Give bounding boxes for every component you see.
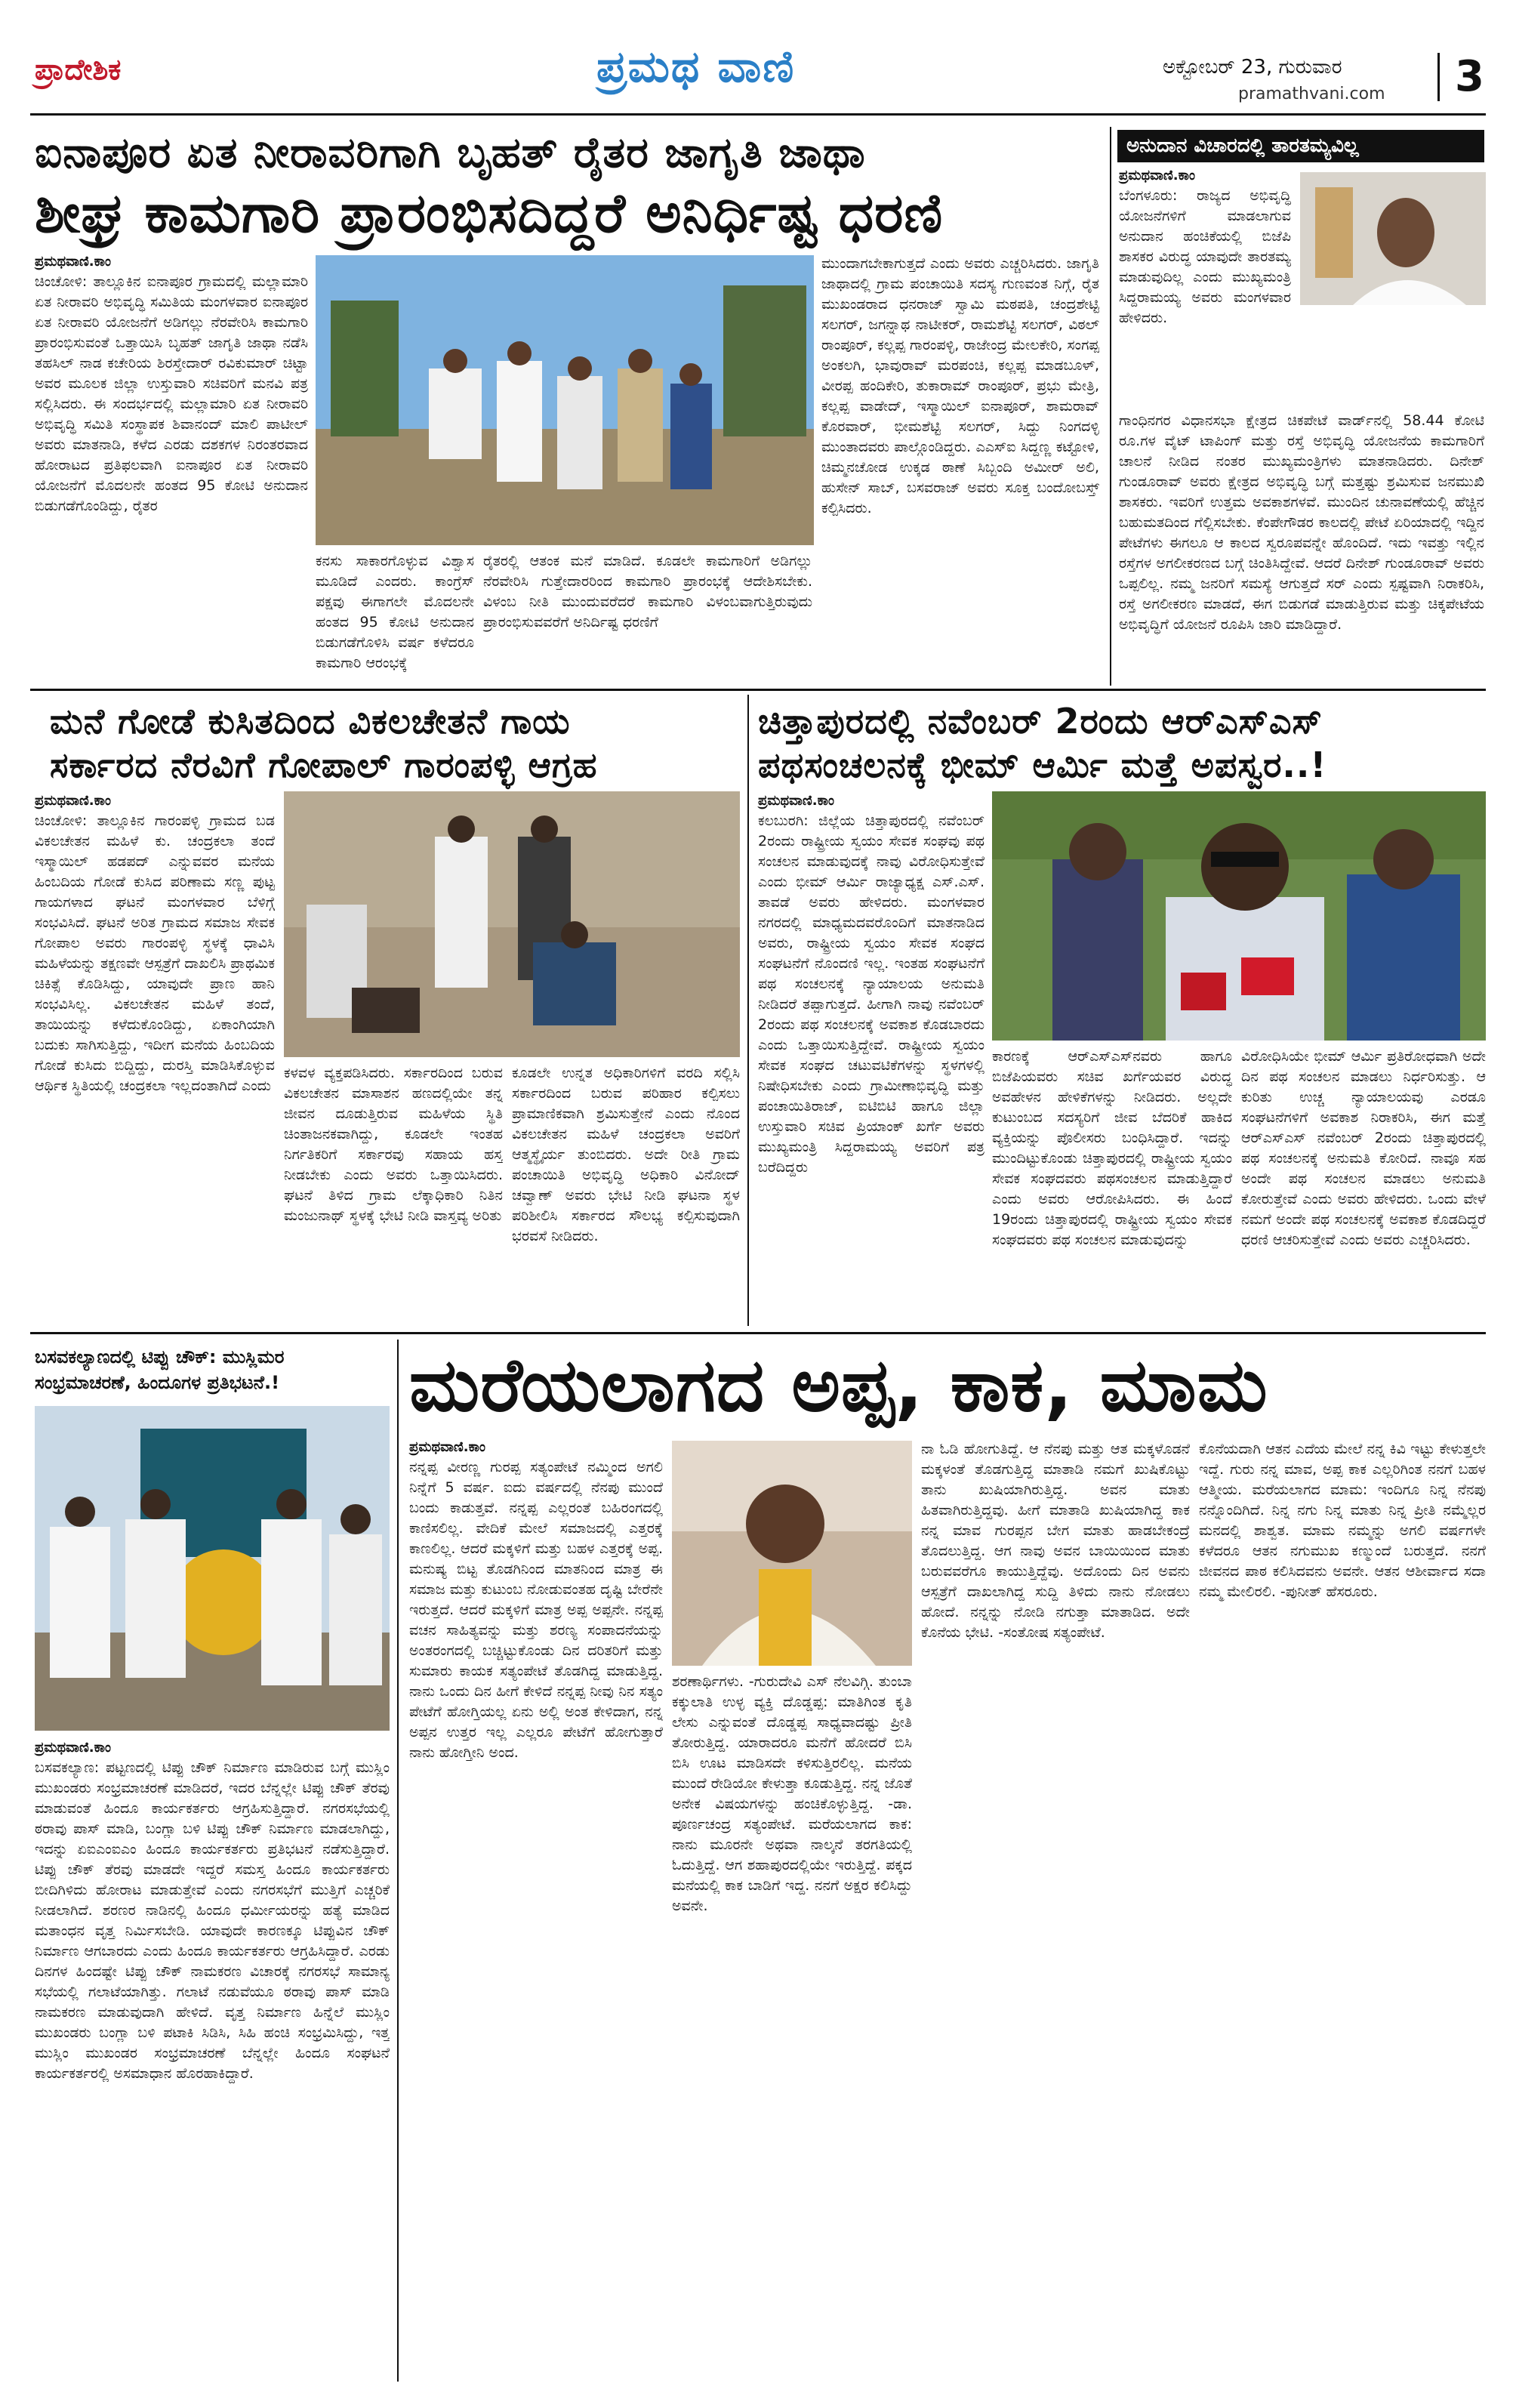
cm-portrait-photo (1300, 172, 1486, 305)
issue-date: ಅಕ್ಟೋಬರ್ 23, ಗುರುವಾರ (1163, 56, 1342, 79)
story1-col1: ಚಿಂಚೋಳಿ: ತಾಲ್ಲೂಕಿನ ಐನಾಪೂರ ಗ್ರಾಮದಲ್ಲಿ ಮಲ್ಲಾಮಾರಿ ಏತ ನೀರಾವರಿ ಅಭಿವೃದ್ಧಿ ಸಮಿತಿಯ ಮಂಗಳವಾರ ಐನಾಪೂರ ಏತ ನೀರಾವರಿ ಯೋಜನೆಗೆ ಅಡಿಗಲ್ಲು ನೆರವೇರಿಸಿ ಕಾಮಗಾರಿ ಪ್ರಾರಂಭಿಸುವಂತೆ ಒತ್ತಾಯಿಸಿ ಬೃಹತ್ ಜಾಗೃತಿ ಜಾಥಾ ನಡೆಸಿ ತಹಸಿಲ್ ನಾಡ ಕಚೇರಿಯ ಶಿರಸ್ತೇದಾರ್ ರವಿಕುಮಾರ್ ಚಿಟ್ಟಾ ಅವರ ಮೂಲಕ ಜಿಲ್ಲಾ ಉಸ್ತುವಾರಿ ಸಚಿವರಿಗೆ ಮನವಿ ಪತ್ರ ಸಲ್ಲಿಸಿದರು. ಈ ಸಂದರ್ಭದಲ್ಲಿ ಮಲ್ಲಾಮಾರಿ ಏತ ನೀರಾವರಿ ಅಭಿವೃದ್ಧಿ ಸಮಿತಿ ಸಂಸ್ಥಾಪಕ ಶಿವಾನಂದ್ ಮಾಲಿ ಪಾಟೀಲ್ ಅವರು ಮಾತನಾಡಿ, ಕಳೆದ ಎರಡು ದಶಕಗಳ ನಿರಂತರವಾದ ಹೋರಾಟದ ಪ್ರತಿಫಲವಾಗಿ ಐನಾಪೂರ ಏತ ನೀರಾವರಿ ಯೋಜನೆಗೆ ಮೊದಲನೇ ಹಂತದ 95 ಕೋಟಿ ಅನುದಾನ ಬಿಡುಗಡೆಗೊಂಡಿದ್ದು, ರೈತರ (35, 273, 308, 514)
story3-dateline: ಪ್ರಮಥವಾಣಿ.ಕಾಂ (35, 793, 111, 809)
house-wall-photo (284, 791, 740, 1057)
masthead-rule (30, 113, 1486, 116)
story4-headline2: ಪಥಸಂಚಲನಕ್ಕೆ ಭೀಮ್ ಆರ್ಮಿ ಮತ್ತೆ ಅಪಸ್ವರ..! (758, 745, 1327, 785)
column-divider-3 (397, 1340, 399, 2382)
story3-col3: ಕೂಡಲೇ ಉನ್ನತ ಅಧಿಕಾರಿಗಳಿಗೆ ವರದಿ ಸಲ್ಲಿಸಿ ಸರ್ಕಾರದಿಂದ ಬರುವ ಪರಿಹಾರ ಕಲ್ಪಿಸಲು ಪ್ರಾಮಾಣಿಕವಾಗಿ ಶ್ರಮಿಸುತ್ತೇನೆ ಎಂದು ನೊಂದ ವಿಕಲಚೇತನ ಮಹಿಳೆ ಚಂದ್ರಕಲಾ ಅವರಿಗೆ ಆತ್ಮಸ್ಥೈರ್ಯ ತುಂಬಿದರು. ಅದೇ ರೀತಿ ಗ್ರಾಮ ಪಂಚಾಯಿತಿ ಅಭಿವೃದ್ಧಿ ಅಧಿಕಾರಿ ವಿನೋದ್ ಚವ್ವಾಣ್ ಅವರು ಭೇಟಿ ನೀಡಿ ಘಟನಾ ಸ್ಥಳ ಪರಿಶೀಲಿಸಿ ಸರ್ಕಾರದ ಸೌಲಭ್ಯ ಕಲ್ಪಿಸುವುದಾಗಿ ಭರವಸೆ ನೀಡಿದರು. (512, 1065, 740, 1244)
tippu-chowk-photo (35, 1406, 390, 1731)
story5-headline2: ಸಂಭ್ರಮಾಚರಣೆ, ಹಿಂದೂಗಳ ಪ್ರತಿಭಟನೆ.! (35, 1372, 280, 1393)
column-divider (1110, 127, 1111, 686)
story2-headline: ಅನುದಾನ ವಿಚಾರದಲ್ಲಿ ತಾರತಮ್ಯವಿಲ್ಲ (1117, 130, 1484, 162)
story1-col4: ಮುಂದಾಗಬೇಕಾಗುತ್ತದೆ ಎಂದು ಅವರು ಎಚ್ಚರಿಸಿದರು. ಜಾಗೃತಿ ಜಾಥಾದಲ್ಲಿ ಗ್ರಾಮ ಪಂಚಾಯಿತಿ ಸದಸ್ಯ ಗುಣವಂತ ನಿಗ್ಗೆ, ರೈತ ಮುಖಂಡರಾದ ಧನರಾಜ್ ಸ್ವಾಮಿ ಮಠಪತಿ, ಚಂದ್ರಶೇಟ್ಟಿ ಸಲಗರ್, ಜಗನ್ನಾಥ ನಾಟೀಕರ್, ರಾಮಶೆಟ್ಟಿ ಸಲಗರ್, ವಿಠಲ್ ರಾಂಪೂರ್, ಕಲ್ಲಪ್ಪ ಗಾರಂಪಳ್ಳಿ, ರಾಜೇಂದ್ರ ಮೇಲಕೇರಿ, ಸಂಗಪ್ಪ ಅಂಕಲಗಿ, ಭಾವುರಾವ್ ಮರಪಂಚಿ, ಕಲ್ಲಪ್ಪ ಮಾಡಬೂಳ್, ವೀರಪ್ಪ ಹಂದಿಕೇರಿ, ತುಕಾರಾಮ್ ರಾಂಪೂರ್, ಪ್ರಭು ಮೇತ್ರಿ, ಕಲ್ಲಪ್ಪ ವಾಡೇದ್, ಇಸ್ಮಾಯಿಲ್ ಐನಾಪೂರ್, ಶಾಮರಾವ್ ಕೊರವಾರ್, ಭೀಮಶೆಟ್ಟಿ ಸಲಗರ್, ಸಿದ್ದು ನಿಂಗದಳ್ಳಿ ಮುಂತಾದವರು ಪಾಲ್ಗೊಂಡಿದ್ದರು. ಎಎಸ್ಐ ಸಿದ್ದಣ್ಣ ಕಟ್ಟೋಳಿ, ಚಿಮ್ಮನಚೋಡ ಉಕ್ಕಡ ಠಾಣೆ ಸಿಬ್ಬಂದಿ ಅಮೀರ್ ಅಲಿ, ಹುಸೇನ್ ಸಾಬ್, ಬಸವರಾಜ್ ಅವರು ಸೂಕ್ತ ಬಂದೋಬಸ್ತ್ ಕಲ್ಪಿಸಿದರು. (821, 255, 1099, 516)
story2-body: ಗಾಂಧಿನಗರ ವಿಧಾನಸಭಾ ಕ್ಷೇತ್ರದ ಚಿಕಪೇಟೆ ವಾರ್ಡ್‌ನಲ್ಲಿ 58.44 ಕೋಟಿ ರೂ.ಗಳ ವೈಟ್ ಟಾಪಿಂಗ್ ಮತ್ತು ರಸ್ತೆ ಅಭಿವೃದ್ಧಿ ಯೋಜನೆಯ ಕಾಮಗಾರಿಗೆ ಚಾಲನೆ ನೀಡಿದ ನಂತರ ಮುಖ್ಯಮಂತ್ರಿಗಳು ಮಾತನಾಡಿದರು. ದಿನೇಶ್ ಗುಂಡೂರಾವ್ ಅವರು ಕ್ಷೇತ್ರದ ಅಭಿವೃದ್ಧಿ ಬಗ್ಗೆ ಮತ್ತಷ್ಟು ಶ್ರಮಿಸುವ ಜನಮುಖಿ ಶಾಸಕರು. ಇವರಿಗೆ ಉತ್ತಮ ಅವಕಾಶಗಳವೆ. ಮುಂದಿನ ಚುನಾವಣೆಯಲ್ಲಿ ಹೆಚ್ಚಿನ ಬಹುಮತದಿಂದ ಗೆಲ್ಲಿಸಬೇಕು. ಕೆಂಪೇಗೌಡರ ಕಾಲದಲ್ಲಿ ಪೇಟೆ ಏರಿಯಾದಲ್ಲಿ ಇದ್ದಿನ ಪೇಟೆಗಳು ಈಗಲೂ ಆ ಕಾಲದ ಸ್ವರೂಪವನ್ನೇ ಹೊಂದಿದೆ. ಇದು ಇವತ್ತು ಇಲ್ಲಿನ ರಸ್ತೆಗಳ ಅಗಲೀಕರಣದ ಬಗ್ಗೆ ಚಿಂತಿಸಿದ್ದೇವೆ. ಆದರೆ ದಿನೇಶ್ ಗುಂಡೂರಾವ್ ಅವರು ಒಪ್ಪಲಿಲ್ಲ. ನಮ್ಮ ಜನರಿಗೆ ಸಮಸ್ಯೆ ಆಗುತ್ತದೆ ಸರ್ ಎಂದು ಸ್ಪಷ್ಟವಾಗಿ ನಿರಾಕರಿಸಿ, ರಸ್ತೆ ಅಗಲೀಕರಣ ಮಾಡದೆ, ಈಗ ಬಿಡುಗಡೆ ಮಾಡುತ್ತಿರುವ ಮತ್ತು ಚಿಕ್ಕಪೇಟೆಯ ಅಭಿವೃದ್ಧಿಗೆ ಯೋಜನೆ ರೂಪಿಸಿ ಜಾರಿ ಮಾಡಿದ್ದಾರೆ. (1119, 412, 1484, 633)
story4-col2: ಕಾರಣಕ್ಕೆ ಆರ್‌ಎಸ್‌ಎಸ್‌ನವರು ಹಾಗೂ ಬಿಜೆಪಿಯವರು ಸಚಿವ ಖರ್ಗೆಯವರ ವಿರುದ್ಧ ಅವಹೇಳನ ಹೇಳಿಕೆಗಳನ್ನು ನೀಡಿದರು. ಅಲ್ಲದೇ ಕುಟುಂಬದ ಸದಸ್ಯರಿಗೆ ಜೀವ ಬೆದರಿಕೆ ಹಾಕಿದ ವ್ಯಕ್ತಿಯನ್ನು ಪೊಲೀಸರು ಬಂಧಿಸಿದ್ದಾರೆ. ಇದನ್ನು ಮುಂದಿಟ್ಟುಕೊಂಡು ಚಿತ್ತಾಪುರದಲ್ಲಿ ರಾಷ್ಟ್ರೀಯ ಸ್ವಯಂ ಸೇವಕ ಸಂಘದವರು ಪಥಸಂಚಲನ ಮಾಡುತ್ತಿದ್ದಾರೆ ಎಂದು ಅವರು ಆರೋಪಿಸಿದರು. ಈ ಹಿಂದೆ 19ರಂದು ಚಿತ್ತಾಪುರದಲ್ಲಿ ರಾಷ್ಟ್ರೀಯ ಸ್ವಯಂ ಸೇವಕ ಸಂಘದವರು ಪಥ ಸಂಚಲನ ಮಾಡುವುದನ್ನು (992, 1048, 1232, 1248)
story3-col1: ಚಿಂಚೋಳಿ: ತಾಲ್ಲೂಕಿನ ಗಾರಂಪಳ್ಳಿ ಗ್ರಾಮದ ಬಡ ವಿಕಲಚೇತನ ಮಹಿಳೆ ಕು. ಚಂದ್ರಕಲಾ ತಂದೆ ಇಸ್ಮಾಯಿಲ್ ಹಡಪದ್ ಎನ್ನುವವರ ಮನೆಯ ಹಿಂಬದಿಯ ಗೋಡೆ ಕುಸಿದ ಪರಿಣಾಮ ಸಣ್ಣ ಪುಟ್ಟ ಗಾಯಗಳಾದ ಘಟನೆ ಮಂಗಳವಾರ ಬೆಳಿಗ್ಗೆ ಸಂಭವಿಸಿದೆ. ಘಟನೆ ಅರಿತ ಗ್ರಾಮದ ಸಮಾಜ ಸೇವಕ ಗೋಪಾಲ ಅವರು ಗಾರಂಪಳ್ಳಿ ಸ್ಥಳಕ್ಕೆ ಧಾವಿಸಿ ಮಹಿಳೆಯನ್ನು ತಕ್ಷಣವೇ ಆಸ್ಪತ್ರೆಗೆ ದಾಖಲಿಸಿ ಪ್ರಾಥಮಿಕ ಚಿಕಿತ್ಸೆ ಕೊಡಿಸಿದ್ದು, ಯಾವುದೇ ಪ್ರಾಣ ಹಾನಿ ಸಂಭವಿಸಿಲ್ಲ. ವಿಕಲಚೇತನ ಮಹಿಳೆ ತಂದೆ, ತಾಯಿಯನ್ನು ಕಳೆದುಕೊಂಡಿದ್ದು, ಏಕಾಂಗಿಯಾಗಿ ಬದುಕು ಸಾಗಿಸುತ್ತಿದ್ದು, ಇದೀಗ ಮನೆಯ ಹಿಂಬದಿಯ ಗೋಡೆ ಕುಸಿದು ಬಿದ್ದಿದ್ದು, ದುರಸ್ತಿ ಮಾಡಿಸಿಕೊಳ್ಳುವ ಆರ್ಥಿಕ ಸ್ಥಿತಿಯಲ್ಲಿ ಚಂದ್ರಕಲಾ ಇಲ್ಲದಂತಾಗಿದೆ ಎಂದು (35, 812, 275, 1094)
story1-headline1: ಐನಾಪೂರ ಏತ ನೀರಾವರಿಗಾಗಿ ಬೃಹತ್ ರೈತರ ಜಾಗೃತಿ ಜಾಥಾ (35, 128, 866, 177)
story5-body: ಬಸವಕಲ್ಯಾಣ: ಪಟ್ಟಣದಲ್ಲಿ ಟಿಪ್ಪು ಚೌಕ್ ನಿರ್ಮಾಣ ಮಾಡಿರುವ ಬಗ್ಗೆ ಮುಸ್ಲಿಂ ಮುಖಂಡರು ಸಂಭ್ರಮಾಚರಣೆ ಮಾಡಿದರೆ, ಇದರ ಬೆನ್ನಲ್ಲೇ ಟಿಪ್ಪು ಚೌಕ್ ತೆರವು ಮಾಡುವಂತೆ ಹಿಂದೂ ಕಾರ್ಯಕರ್ತರು ಆಗ್ರಹಿಸುತ್ತಿದ್ದಾರೆ. ನಗರಸಭೆಯಲ್ಲಿ ಠರಾವು ಪಾಸ್ ಮಾಡಿ, ಬಂಗ್ಲಾ ಬಳಿ ಟಿಪ್ಪು ಚೌಕ್ ನಿರ್ಮಾಣ ಮಾಡಲಾಗಿದ್ದು, ಇದನ್ನು ಏಐಎಂಐಎಂ ಹಿಂದೂ ಕಾರ್ಯಕರ್ತರು ಪ್ರತಿಭಟನೆ ನಡೆಸುತ್ತಿದ್ದಾರೆ. ಟಿಪ್ಪು ಚೌಕ್ ತೆರವು ಮಾಡದೇ ಇದ್ದರೆ ಸಮಸ್ತ ಹಿಂದೂ ಕಾರ್ಯಕರ್ತರು ಬೀದಿಗಿಳಿದು ಹೋರಾಟ ಮಾಡುತ್ತೇವೆ ಎಂದು ನಗರಸಭೆಗೆ ಮುತ್ತಿಗೆ ಎಚ್ಚರಿಕೆ ನೀಡಲಾಗಿದೆ. ಶರಣರ ನಾಡಿನಲ್ಲಿ ಹಿಂದೂ ಧರ್ಮೀಯರನ್ನು ಹತ್ಯೆ ಮಾಡಿದ ಮತಾಂಧನ ವೃತ್ತ ನಿರ್ಮಿಸಬೇಡಿ. ಯಾವುದೇ ಕಾರಣಕ್ಕೂ ಟಿಪ್ಪುವಿನ ಚೌಕ್ ನಿರ್ಮಾಣ ಆಗಬಾರದು ಎಂದು ಹಿಂದೂ ಕಾರ್ಯಕರ್ತರು ಆಗ್ರಹಿಸಿದ್ದಾರೆ. ಎರಡು ದಿನಗಳ ಹಿಂದಷ್ಟೇ ಟಿಪ್ಪು ಚೌಕ್ ನಾಮಕರಣ ವಿಚಾರಕ್ಕೆ ನಗರಸಭೆ ಸಾಮಾನ್ಯ ಸಭೆಯಲ್ಲಿ ಗಲಾಟೆಯಾಗಿತ್ತು. ಗಲಾಟೆ ನಡುವೆಯೂ ಠರಾವು ಪಾಸ್ ಮಾಡಿ ನಾಮಕರಣ ಮಾಡುವುದಾಗಿ ಹೇಳಿದೆ. ವೃತ್ತ ನಿರ್ಮಾಣ ಹಿನ್ನೆಲೆ ಮುಸ್ಲಿಂ ಮುಖಂಡರು ಬಂಗ್ಲಾ ಬಳಿ ಪಟಾಕಿ ಸಿಡಿಸಿ, ಸಿಹಿ ಹಂಚಿ ಸಂಭ್ರಮಿಸಿದ್ದು, ಇತ್ತ ಮುಸ್ಲಿಂ ಮುಖಂಡರ ಸಂಭ್ರಮಾಚರಣೆ ಬೆನ್ನಲ್ಲೇ ಹಿಂದೂ ಸಂಘಟನೆ ಕಾರ್ಯಕರ್ತರಲ್ಲಿ ಅಸಮಾಧಾನ ಹೊರಹಾಕಿದ್ದಾರೆ. (35, 1759, 390, 2082)
story1-headline2: ಶೀಘ್ರ ಕಾಮಗಾರಿ ಪ್ರಾರಂಭಿಸದಿದ್ದರೆ ಅನಿರ್ಧಿಷ್ಟ ಧರಣಿ (35, 181, 944, 245)
section-rule (30, 689, 1486, 691)
story4-col3: ವಿರೋಧಿಸಿಯೇ ಭೀಮ್ ಆರ್ಮಿ ಪ್ರತಿರೋಧವಾಗಿ ಅದೇ ದಿನ ಪಥ ಸಂಚಲನ ಮಾಡಲು ನಿರ್ಧರಿಸುತ್ತು. ಆ ಕುರಿತು ಉಚ್ಚ ನ್ಯಾಯಾಲಯವು ಎರಡೂ ಸಂಘಟನೆಗಳಿಗೆ ಅವಕಾಶ ನಿರಾಕರಿಸಿ, ಈಗ ಮತ್ತೆ ಆರ್‌ಎಸ್‌ಎಸ್ ನವೆಂಬರ್ 2ರಂದು ಚಿತ್ತಾಪುರದಲ್ಲಿ ಪಥ ಸಂಚಲನಕ್ಕೆ ಅನುಮತಿ ಕೋರಿದೆ. ನಾವೂ ಸಹ ಅಂದೇ ಪಥ ಸಂಚಲನ ಮಾಡಲು ಅನುಮತಿ ಕೋರುತ್ತೇವೆ ಎಂದು ಅವರು ಹೇಳಿದರು. ಒಂದು ವೇಳೆ ನಮಗೆ ಅಂದೇ ಪಥ ಸಂಚಲನಕ್ಕೆ ಅವಕಾಶ ಕೊಡದಿದ್ದರೆ ಧರಣಿ ಆಚರಿಸುತ್ತೇವೆ ಎಂದು ಅವರು ಎಚ್ಚರಿಸಿದರು. (1241, 1048, 1486, 1248)
newspaper-title: ಪ್ರಮಥ ವಾಣಿ (596, 41, 796, 92)
story4-headline1: ಚಿತ್ತಾಪುರದಲ್ಲಿ ನವೆಂಬರ್ 2ರಂದು ಆರ್‌ಎಸ್‌ಎಸ್ (758, 701, 1323, 742)
story4-col1: ಕಲಬುರಗಿ: ಜಿಲ್ಲೆಯ ಚಿತ್ತಾಪುರದಲ್ಲಿ ನವೆಂಬರ್ 2ರಂದು ರಾಷ್ಟ್ರೀಯ ಸ್ವಯಂ ಸೇವಕ ಸಂಘವು ಪಥ ಸಂಚಲನ ಮಾಡುವುದಕ್ಕೆ ನಾವು ವಿರೋಧಿಸುತ್ತೇವೆ ಎಂದು ಭೀಮ್ ಆರ್ಮಿ ರಾಜ್ಯಾಧ್ಯಕ್ಷ ಎಸ್.ಎಸ್. ತಾವಡೆ ಅವರು ಹೇಳಿದರು. ಮಂಗಳವಾರ ನಗರದಲ್ಲಿ ಮಾಧ್ಯಮದವರೊಂದಿಗೆ ಮಾತನಾಡಿದ ಅವರು, ರಾಷ್ಟ್ರೀಯ ಸ್ವಯಂ ಸೇವಕ ಸಂಘದ ಸಂಘಟನೆಗೆ ನೊಂದಣಿ ಇಲ್ಲ. ಇಂತಹ ಸಂಘಟನೆಗೆ ಪಥ ಸಂಚಲನಕ್ಕೆ ನ್ಯಾಯಾಲಯ ಅನುಮತಿ ನೀಡಿದರೆ ತಪ್ಪಾಗುತ್ತದೆ. ಹೀಗಾಗಿ ನಾವು ನವೆಂಬರ್ 2ರಂದು ಪಥ ಸಂಚಲನಕ್ಕೆ ಅವಕಾಶ ಕೊಡಬಾರದು ಎಂದು ಒತ್ತಾಯಿಸುತ್ತಿದ್ದೇವೆ. ರಾಷ್ಟ್ರೀಯ ಸ್ವಯಂ ಸೇವಕ ಸಂಘದ ಚಟುವಟಿಕೆಗಳನ್ನು ಸ್ಥಳಗಳಲ್ಲಿ ನಿಷೇಧಿಸಬೇಕು ಎಂದು ಗ್ರಾಮೀಣಾಭಿವೃದ್ಧಿ ಮತ್ತು ಪಂಚಾಯಿತಿರಾಜ್, ಐಟಿಬಿಟಿ ಹಾಗೂ ಜಿಲ್ಲಾ ಉಸ್ತುವಾರಿ ಸಚಿವ ಪ್ರಿಯಾಂಕ್ ಖರ್ಗೆ ಅವರು ಮುಖ್ಯಮಂತ್ರಿ ಸಿದ್ದರಾಮಯ್ಯ ಅವರಿಗೆ ಪತ್ರ ಬರೆದಿದ್ದರು (758, 812, 984, 1176)
story3-headline2: ಸರ್ಕಾರದ ನೆರವಿಗೆ ಗೋಪಾಲ್ ಗಾರಂಪಳ್ಳಿ ಆಗ್ರಹ (50, 745, 598, 785)
story4-dateline: ಪ್ರಮಥವಾಣಿ.ಕಾಂ (758, 793, 834, 809)
story6-col3: ನಾ ಓಡಿ ಹೋಗುತಿದ್ದೆ. ಆ ನೆನಪು ಮತ್ತು ಆತ ಮಕ್ಕಳೊಡನೆ ಮಕ್ಕಳಂತೆ ತೊಡಗುತ್ತಿದ್ದ ಮಾತಾಡಿ ನಮಗೆ ಖುಷಿಕೊಟ್ಟು ತಾನು ಖುಷಿಯಾಗಿರುತ್ತಿದ್ದ. ಅವನ ಮಾತು ಹಿತವಾಗಿರುತ್ತಿದ್ದವು. ಹೀಗೆ ಮಾತಾಡಿ ಖುಷಿಯಾಗಿದ್ದ ಕಾಕ ನನ್ನ ಮಾವ ಗುರಪ್ಪನ ಬೇಗ ಮಾತು ಹಾಡಬೇಕಂದ್ರೆ ತೊದಲುತ್ತಿದ್ದ. ಆಗ ನಾವು ಅವನ ಬಾಯಿಯಿಂದ ಮಾತು ಬರುವವರೆಗೂ ಕಾಯುತ್ತಿದ್ದೆವು. ಅದೊಂದು ದಿನ ಅವನು ಆಸ್ಪತ್ರೆಗೆ ದಾಖಲಾಗಿದ್ದ ಸುದ್ದಿ ತಿಳಿದು ನಾನು ನೋಡಲು ಹೋದೆ. ನನ್ನನ್ನು ನೋಡಿ ನಗುತ್ತಾ ಮಾತಾಡಿದ. ಅದೇ ಕೊನೆಯ ಭೇಟಿ. -ಸಂತೋಷ ಸತ್ಯಂಪೇಟೆ. (921, 1441, 1190, 1641)
story3-col2: ಕಳವಳ ವ್ಯಕ್ತಪಡಿಸಿದರು. ಸರ್ಕಾರದಿಂದ ಬರುವ ವಿಕಲಚೇತನ ಮಾಸಾಶನ ಹಣದಲ್ಲಿಯೇ ತನ್ನ ಜೀವನ ದೂಡುತ್ತಿರುವ ಮಹಿಳೆಯ ಸ್ಥಿತಿ ಚಿಂತಾಜನಕವಾಗಿದ್ದು, ಕೂಡಲೇ ಇಂತಹ ನಿರ್ಗತಿಕರಿಗೆ ಸರ್ಕಾರವು ಸಹಾಯ ಹಸ್ತ ನೀಡಬೇಕು ಎಂದು ಅವರು ಒತ್ತಾಯಿಸಿದರು. ಘಟನೆ ತಿಳಿದ ಗ್ರಾಮ ಲೆಕ್ಕಾಧಿಕಾರಿ ನಿತಿನ ಮಂಜುನಾಥ್ ಸ್ಥಳಕ್ಕೆ ಭೇಟಿ ನೀಡಿ ವಾಸ್ತವ್ಯ ಅರಿತು (284, 1065, 503, 1224)
story3-headline1: ಮನೆ ಗೋಡೆ ಕುಸಿತದಿಂದ ವಿಕಲಚೇತನೆ ಗಾಯ (50, 701, 571, 742)
section-name: ಪ್ರಾದೇಶಿಕ (35, 53, 122, 86)
press-photo (992, 791, 1486, 1041)
story5-headline1: ಬಸವಕಲ್ಯಾಣದಲ್ಲಿ ಟಿಪ್ಪು ಚೌಕ್: ಮುಸ್ಲಿಮರ (35, 1346, 285, 1367)
story1-dateline: ಪ್ರಮಥವಾಣಿ.ಕಾಂ (35, 254, 111, 270)
story6-col2: ಶರಣಾರ್ಥಿಗಳು. -ಗುರುದೇವಿ ಎಸ್ ನೆಲವಿಗ್ಗಿ. ತುಂಬಾ ಕಕ್ಕುಲಾತಿ ಉಳ್ಳ ವ್ಯಕ್ತಿ ದೊಡ್ಡಪ್ಪ: ಮಾತಿಗಿಂತ ಕೃತಿ ಲೇಸು ಎನ್ನುವಂತೆ ದೊಡ್ಡಪ್ಪ ಸಾಧ್ಯವಾದಷ್ಟು ಪ್ರೀತಿ ತೋರುತ್ತಿದ್ದ. ಯಾರಾದರೂ ಮನೆಗೆ ಹೋದರೆ ಬಿಸಿ ಬಿಸಿ ಊಟ ಮಾಡಿಸದೇ ಕಳಿಸುತ್ತಿರಲಿಲ್ಲ. ಮನೆಯ ಮುಂದೆ ರೇಡಿಯೋ ಕೇಳುತ್ತಾ ಕೂಡುತ್ತಿದ್ದ. ನನ್ನ ಜೊತೆ ಅನೇಕ ವಿಷಯಗಳನ್ನು ಹಂಚಿಕೊಳ್ಳುತ್ತಿದ್ದ. -ಡಾ. ಪೂರ್ಣಚಂದ್ರ ಸತ್ಯಂಪೇಟೆ. ಮರೆಯಲಾಗದ ಕಾಕ: ನಾನು ಮೂರನೇ ಅಥವಾ ನಾಲ್ಕನೆ ತರಗತಿಯಲ್ಲಿ ಓದುತ್ತಿದ್ದೆ. ಆಗ ಶಹಾಪುರದಲ್ಲಿಯೇ ಇರುತ್ತಿದ್ದೆ. ಪಕ್ಕದ ಮನೆಯಲ್ಲಿ ಕಾಕ ಬಾಡಿಗೆ ಇದ್ದ. ನನಗೆ ಅಕ್ಷರ ಕಲಿಸಿದ್ದು ಅವನೇ. (672, 1673, 912, 1914)
elder-portrait-photo (672, 1441, 912, 1666)
rally-crowd-photo (316, 255, 814, 545)
story5-dateline: ಪ್ರಮಥವಾಣಿ.ಕಾಂ (35, 1740, 111, 1756)
page-number: 3 (1437, 53, 1484, 101)
story1-col3: ರೈತರಲ್ಲಿ ಆತಂಕ ಮನೆ ಮಾಡಿದೆ. ಕೂಡಲೇ ಕಾಮಗಾರಿಗೆ ಅಡಿಗಲ್ಲು ನೆರವೇರಿಸಿ ಗುತ್ತೇದಾರರಿಂದ ಕಾಮಗಾರಿ ಪ್ರಾರಂಭಕ್ಕೆ ಆದೇಶಿಸಬೇಕು. ವಿಳಂಬ ನೀತಿ ಮುಂದುವರೆದರೆ ಕಾಮಗಾರಿ ವಿಳಂಬವಾಗುತ್ತಿರುವುದು ಪ್ರಾರಂಭಿಸುವವರೆಗೆ ಅನಿರ್ದಿಷ್ಟ ಧರಣಿಗೆ (483, 553, 812, 631)
column-divider-2 (747, 695, 749, 1326)
website[interactable]: pramathvani.com (1238, 85, 1385, 103)
section-rule-2 (30, 1332, 1486, 1334)
story6-col1: ನನ್ನಪ್ಪ ವೀರಣ್ಣ ಗುರಪ್ಪ ಸತ್ಯಂಪೇಟೆ ನಮ್ಮಿಂದ ಅಗಲಿ ನಿನ್ನೆಗೆ 5 ವರ್ಷ. ಐದು ವರ್ಷದಲ್ಲಿ ನೆನಪು ಮುಂದೆ ಬಂದು ಕಾಡುತ್ತವೆ. ನನ್ನಪ್ಪ ಎಲ್ಲರಂತೆ ಬಹಿರಂಗದಲ್ಲಿ ಕಾಣಿಸಲಿಲ್ಲ. ವೇದಿಕೆ ಮೇಲೆ ಸಮಾಜದಲ್ಲಿ ಎತ್ತರಕ್ಕೆ ಕಾಣಲಿಲ್ಲ. ಆದರೆ ಮಕ್ಕಳಿಗೆ ಮತ್ತು ಬಹಳ ಎತ್ತರಕ್ಕೆ ಅಪ್ಪ. ಮನುಷ್ಯ ಬಿಟ್ಟ ತೊಡಗಿನಿಂದ ಮಾತನಿಂದ ಮಾತ್ರ ಈ ಸಮಾಜ ಮತ್ತು ಕುಟುಂಬ ನೋಡುವಂತಹ ದೃಷ್ಟಿ ಬೇರೆನೇ ಇರುತ್ತದೆ. ಆದರೆ ಮಕ್ಕಳಿಗೆ ಮಾತ್ರ ಅಪ್ಪ ಅಪ್ಪನೇ. ನನ್ನಪ್ಪ ವಚನ ಸಾಹಿತ್ಯವನ್ನು ಮತ್ತು ಶರಣ್ಯ ಸಂಪಾದನೆಯನ್ನು ಅಂತರಂಗದಲ್ಲಿ ಬಚ್ಚಿಟ್ಟುಕೊಂಡು ದಿನ ದರಿತರಿಗೆ ಮತ್ತು ಸುಮಾರು ಕಾಯಕ ಸತ್ಯಂಪೇಟೆ ತೊಡಗಿದ್ದ ಮಾಡುತ್ತಿದ್ದ. ನಾನು ಒಂದು ದಿನ ಹೀಗೆ ಕೇಳಿದೆ ನನ್ನಪ್ಪ ನೀವು ನಿನ ಸತ್ಯಂ ಪೇಟೆಗೆ ಹೋಗ್ತಿಯಲ್ಲ ಏನು ಅಲ್ಲಿ ಅಂತ ಕೇಳಿದಾಗ, ನನ್ನ ಅಪ್ಪನ ಉತ್ತರ ಇಲ್ಲ ಎಲ್ಲರೂ ಪೇಟೆಗೆ ಹೋಗುತ್ತಾರೆ ನಾನು ಹೋಗ್ತೀನಿ ಅಂದ. (409, 1459, 663, 1761)
story2-lead: ಬೆಂಗಳೂರು: ರಾಜ್ಯದ ಅಭಿವೃದ್ಧಿ ಯೋಜನೆಗಳಿಗೆ ಮಾಡಲಾಗುವ ಅನುದಾನ ಹಂಚಿಕೆಯಲ್ಲಿ ಬಿಜೆಪಿ ಶಾಸಕರ ವಿರುದ್ಧ ಯಾವುದೇ ತಾರತಮ್ಯ ಮಾಡುವುದಿಲ್ಲ ಎಂದು ಮುಖ್ಯಮಂತ್ರಿ ಸಿದ್ದರಾಮಯ್ಯ ಅವರು ಮಂಗಳವಾರ ಹೇಳಿದರು. (1119, 187, 1291, 326)
story6-col4: ಕೊನೆಯದಾಗಿ ಆತನ ಎದೆಯ ಮೇಲೆ ನನ್ನ ಕಿವಿ ಇಟ್ಟು ಕೇಳುತ್ತಲೇ ಇದ್ದೆ. ಗುರು ನನ್ನ ಮಾವ, ಅಪ್ಪ ಕಾಕ ಎಲ್ಲರಿಗಿಂತ ನನಗೆ ಬಹಳ ಆತ್ಮೀಯ. ಮರೆಯಲಾಗದ ಮಾಮ: ಇಂದಿಗೂ ನಿನ್ನ ನೆನಪು ನನ್ನೊಂದಿಗಿದೆ. ನಿನ್ನ ನಗು ನಿನ್ನ ಮಾತು ನಿನ್ನ ಪ್ರೀತಿ ನಮ್ಮೆಲ್ಲರ ಮನದಲ್ಲಿ ಶಾಶ್ವತ. ಮಾಮ ನಮ್ಮನ್ನು ಅಗಲಿ ವರ್ಷಗಳೇ ಕಳೆದರೂ ಆತನ ನಗುಮುಖ ಕಣ್ಮುಂದೆ ಬರುತ್ತದೆ. ನನಗೆ ಜೀವನದ ಪಾಠ ಕಲಿಸಿದವನು ಅವನೇ. ಆತನ ಆಶೀರ್ವಾದ ಸದಾ ನಮ್ಮ ಮೇಲಿರಲಿ. -ಪುನೀತ್ ಹೆಸರೂರು. (1199, 1441, 1486, 1600)
story6-headline: ಮರೆಯಲಾಗದ ಅಪ್ಪ, ಕಾಕ, ಮಾಮ (409, 1343, 1268, 1429)
story2-dateline: ಪ್ರಮಥವಾಣಿ.ಕಾಂ (1119, 168, 1195, 183)
story6-dateline: ಪ್ರಮಥವಾಣಿ.ಕಾಂ (409, 1439, 485, 1455)
story1-col2: ಕನಸು ಸಾಕಾರಗೊಳ್ಳುವ ವಿಶ್ವಾಸ ಮೂಡಿದೆ ಎಂದರು. ಕಾಂಗ್ರೆಸ್ ಪಕ್ಷವು ಈಗಾಗಲೇ ಮೊದಲನೇ ಹಂತದ 95 ಕೋಟಿ ಅನುದಾನ ಬಿಡುಗಡೆಗೊಳಿಸಿ ವರ್ಷ ಕಳೆದರೂ ಕಾಮಗಾರಿ ಆರಂಭಕ್ಕೆ (316, 553, 474, 671)
